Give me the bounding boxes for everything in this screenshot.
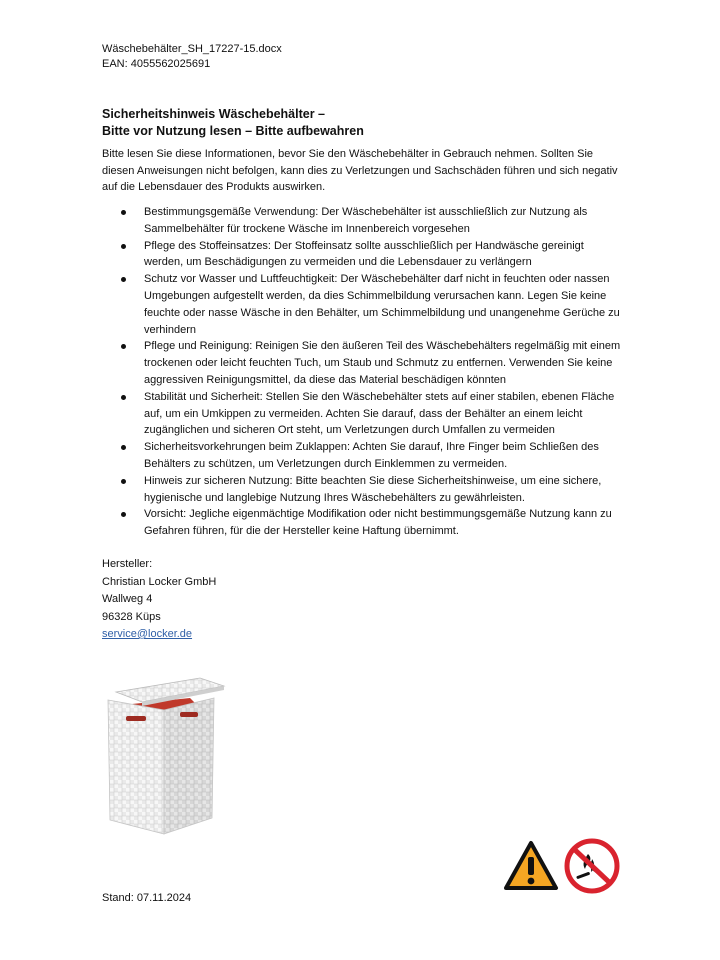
bullet-item: Stabilität und Sicherheit: Stellen Sie den Wäschebehälter stets auf einer stabilen, ebenen Fläche auf, um ein Umkippen zu vermeiden. Achten Sie darauf, dass der Behälter an einem leicht zugänglichen und sicheren Ort steht, um Verletzungen durch Umfallen zu vermeiden xyxy=(102,389,622,439)
manufacturer-email-link[interactable]: service@locker.de xyxy=(102,628,193,640)
bullet-item: Bestimmungsgemäße Verwendung: Der Wäschebehälter ist ausschließlich zur Nutzung als Sammelbehälter für trockene Wäsche im Innenbereich vorgesehen xyxy=(102,204,622,238)
bullet-item: Sicherheitsvorkehrungen beim Zuklappen: Achten Sie darauf, Ihre Finger beim Schließen des Behälters zu schützen, um Verletzungen durch Einklemmen zu vermeiden. xyxy=(102,439,622,473)
manufacturer-label: Hersteller: xyxy=(102,558,153,570)
bullet-item: Pflege des Stoffeinsatzes: Der Stoffeinsatz sollte ausschließlich per Handwäsche gereinigt werden, um Beschädigungen zu vermeiden und die Lebensdauer zu verlängern xyxy=(102,238,622,272)
no-open-flame-icon xyxy=(564,838,620,894)
title-line-1: Sicherheitshinweis Wäschebehälter – xyxy=(102,107,325,121)
warning-triangle-icon xyxy=(503,840,559,892)
bullet-item: Schutz vor Wasser und Luftfeuchtigkeit: Der Wäschebehälter darf nicht in feuchten oder nassen Umgebungen aufgestellt werden, da dies Schimmelbildung verursachen kann. Legen Sie keine feuchte oder nasse Wäsche in den Behälter, um Schimmelbildung und unangenehme Gerüche zu verhindern xyxy=(102,271,622,338)
manufacturer-city: 96328 Küps xyxy=(102,610,161,623)
bullet-item: Vorsicht: Jegliche eigenmächtige Modifikation oder nicht bestimmungsgemäße Nutzung kann zu Gefahren führen, für die der Hersteller keine Haftung übernimmt. xyxy=(102,506,622,540)
intro-paragraph: Bitte lesen Sie diese Informationen, bevor Sie den Wäschebehälter in Gebrauch nehmen. Sollten Sie diesen Anweisungen nicht befolgen, kann dies zu Verletzungen und Sachschäden führen und sich negativ auf die Lebensdauer des Produkts auswirken. xyxy=(102,148,618,193)
document-filename: Wäschebehälter_SH_17227-15.docx xyxy=(102,43,282,55)
bullet-item: Pflege und Reinigung: Reinigen Sie den äußeren Teil des Wäschebehälters regelmäßig mit einem trockenen oder leicht feuchten Tuch, um Staub und Schmutz zu entfernen. Verwenden Sie keine aggressiven Reinigungsmittel, da diese das Material beschädigen könnten xyxy=(102,338,622,388)
manufacturer-block xyxy=(102,556,216,644)
safety-bullet-list xyxy=(102,204,622,540)
title-line-2: Bitte vor Nutzung lesen – Bitte aufbewahren xyxy=(102,124,364,138)
bullet-item: Hinweis zur sicheren Nutzung: Bitte beachten Sie diese Sicherheitshinweise, um eine sichere, hygienische und langlebige Nutzung Ihres Wäschebehälters zu gewährleisten. xyxy=(102,473,622,507)
manufacturer-street: Wallweg 4 xyxy=(102,593,153,605)
laundry-hamper-image xyxy=(102,668,230,840)
document-date: Stand: 07.11.2024 xyxy=(102,892,192,904)
ean-number: EAN: 4055562025691 xyxy=(102,58,211,70)
document-title xyxy=(102,106,364,140)
manufacturer-company: Christian Locker GmbH xyxy=(102,575,217,588)
